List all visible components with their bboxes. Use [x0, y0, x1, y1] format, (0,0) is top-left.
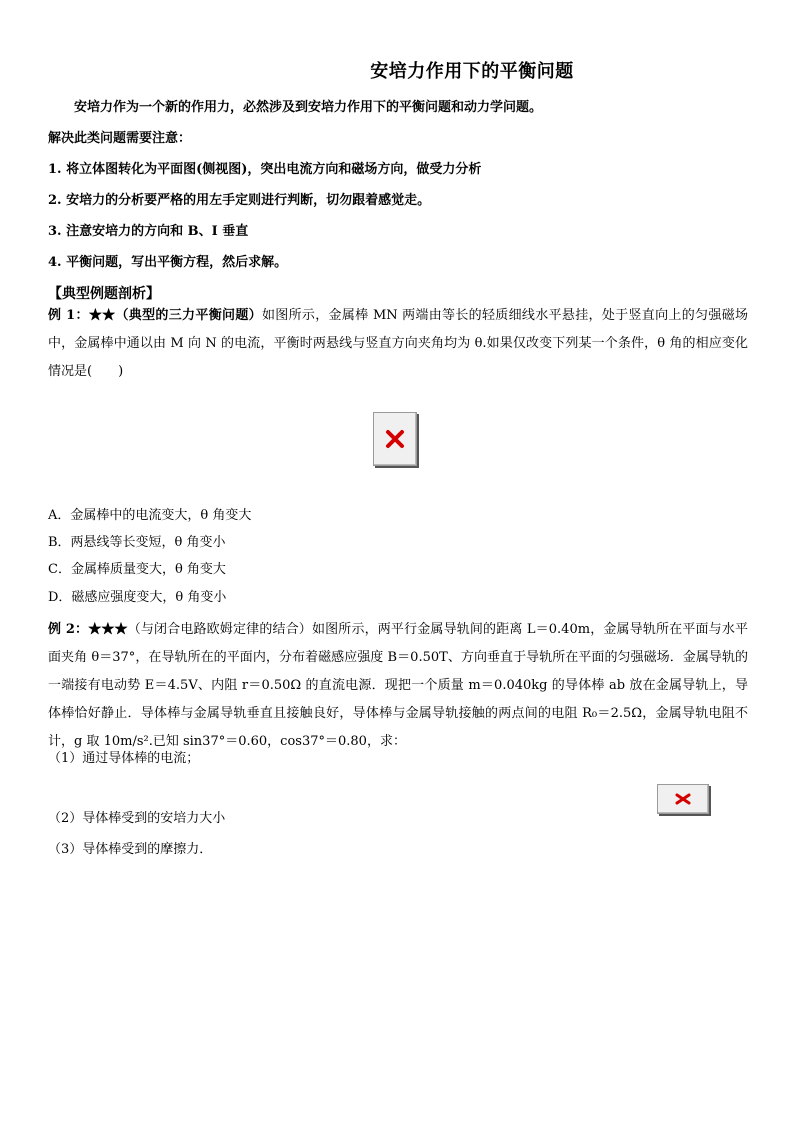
notes-heading: 解决此类问题需要注意： — [48, 131, 192, 146]
example-1-option-c: C．金属棒质量变大，θ 角变大 — [48, 562, 226, 577]
note-item-1: 1. 将立体图转化为平面图(侧视图)，突出电流方向和磁场方向，做受力分析 — [48, 162, 482, 177]
example-1-option-a: A．金属棒中的电流变大，θ 角变大 — [48, 508, 252, 523]
example-1-option-b: B．两悬线等长变短，θ 角变小 — [48, 535, 226, 550]
example-1-option-d: D．磁感应强度变大，θ 角变小 — [48, 590, 227, 605]
example-2-body: （与闭合电路欧姆定律的结合）如图所示，两平行金属导轨间的距离 L＝0.40m，金属导轨所在平面与水平面夹角 θ＝37°，在导轨所在的平面内，分布着磁感应强度 B＝0.50T、方向垂直于导轨所在平面的匀强磁场．金属导轨的一端接有电动势 E＝4.5V、内阻 r＝0.50Ω 的直流电源．现把一个质量 m＝0.040kg 的导体棒 ab 放在金属导轨上，导体棒恰好静止．导体棒与金属导轨垂直且接触良好，导体棒与金属导轨接触的两点间的电阻 R₀＝2.5Ω，金属导轨电阻不计，g 取 10m/s².已知 sin37°＝0.60，cos37°＝0.80，求： — [48, 622, 748, 749]
example-2-text — [48, 616, 748, 756]
example-2-label: 例 2：★★★ — [48, 622, 128, 637]
section-heading: 【典型例题剖析】 — [48, 286, 160, 302]
intro-paragraph: 安培力作为一个新的作用力，必然涉及到安培力作用下的平衡问题和动力学问题。 — [74, 100, 543, 115]
example-1-text — [48, 302, 748, 386]
broken-image-icon — [373, 412, 417, 466]
example-1-label: 例 1：★★（典型的三力平衡问题） — [48, 308, 262, 323]
broken-image-icon-2 — [657, 784, 709, 814]
note-item-3: 3. 注意安培力的方向和 B、I 垂直 — [48, 224, 249, 239]
page-title: 安培力作用下的平衡问题 — [370, 61, 574, 82]
example-2-question-2: （2）导体棒受到的安培力大小 — [48, 811, 226, 826]
example-1-body: 如图所示，金属棒 MN 两端由等长的轻质细线水平悬挂，处于竖直向上的匀强磁场中，金属棒中通以由 M 向 N 的电流，平衡时两悬线与竖直方向夹角均为 θ.如果仅改变下列某一个条件，θ 角的相应变化情况是( ) — [48, 308, 749, 379]
note-item-4: 4. 平衡问题，写出平衡方程，然后求解。 — [48, 255, 288, 270]
red-x-icon — [385, 429, 405, 449]
note-item-2: 2. 安培力的分析要严格的用左手定则进行判断，切勿跟着感觉走。 — [48, 193, 431, 208]
example-2-question-3: （3）导体棒受到的摩擦力． — [48, 842, 213, 857]
example-2-question-1: （1）通过导体棒的电流； — [48, 751, 200, 766]
red-x-icon — [672, 793, 694, 805]
